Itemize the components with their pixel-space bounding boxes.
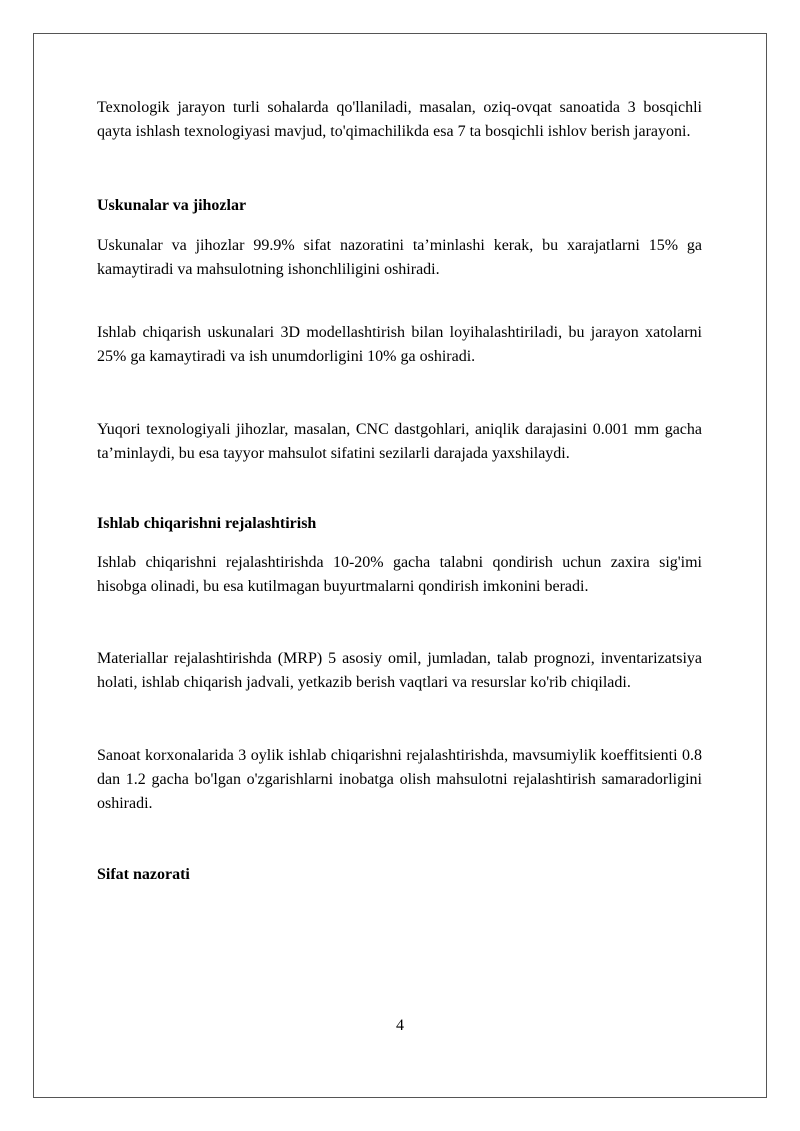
planning-paragraph-2: Materiallar rejalashtirishda (MRP) 5 asosiy omil, jumladan, talab prognozi, inventarizatsiya holati, ishlab chiqarish jadvali, yetkazib berish vaqtlari va resurslar ko'rib chiqiladi. xyxy=(97,650,702,691)
page-content xyxy=(97,96,702,887)
equipment-paragraph-1: Uskunalar va jihozlar 99.9% sifat nazoratini ta’minlashi kerak, bu xarajatlarni 15% ga kamaytiradi va mahsulotning ishonchliligini oshiradi. xyxy=(97,237,702,278)
page-number: 4 xyxy=(396,1017,404,1034)
intro-paragraph: Texnologik jarayon turli sohalarda qo'llaniladi, masalan, oziq-ovqat sanoatida 3 bosqichli qayta ishlash texnologiyasi mavjud, to'qimachilikda esa 7 ta bosqichli ishlov berish jarayoni. xyxy=(97,99,702,140)
planning-paragraph-1: Ishlab chiqarishni rejalashtirishda 10-20% gacha talabni qondirish uchun zaxira sig'imi hisobga olinadi, bu esa kutilmagan buyurtmalarni qondirish imkonini beradi. xyxy=(97,554,702,595)
section-heading-equipment: Uskunalar va jihozlar xyxy=(97,197,247,214)
section-heading-planning: Ishlab chiqarishni rejalashtirish xyxy=(97,515,317,532)
equipment-paragraph-2: Ishlab chiqarish uskunalari 3D modellashtirish bilan loyihalashtiriladi, bu jarayon xatolarni 25% ga kamaytiradi va ish unumdorligini 10% ga oshiradi. xyxy=(97,324,702,365)
planning-paragraph-3: Sanoat korxonalarida 3 oylik ishlab chiqarishni rejalashtirishda, mavsumiylik koeffitsienti 0.8 dan 1.2 gacha bo'lgan o'zgarishlarni inobatga olish mahsulotni rejalashtirish samaradorligini oshiradi. xyxy=(97,747,702,812)
equipment-paragraph-3: Yuqori texnologiyali jihozlar, masalan, CNC dastgohlari, aniqlik darajasini 0.001 mm gacha ta’minlaydi, bu esa tayyor mahsulot sifatini sezilarli darajada yaxshilaydi. xyxy=(97,421,702,462)
section-heading-quality: Sifat nazorati xyxy=(97,866,190,883)
